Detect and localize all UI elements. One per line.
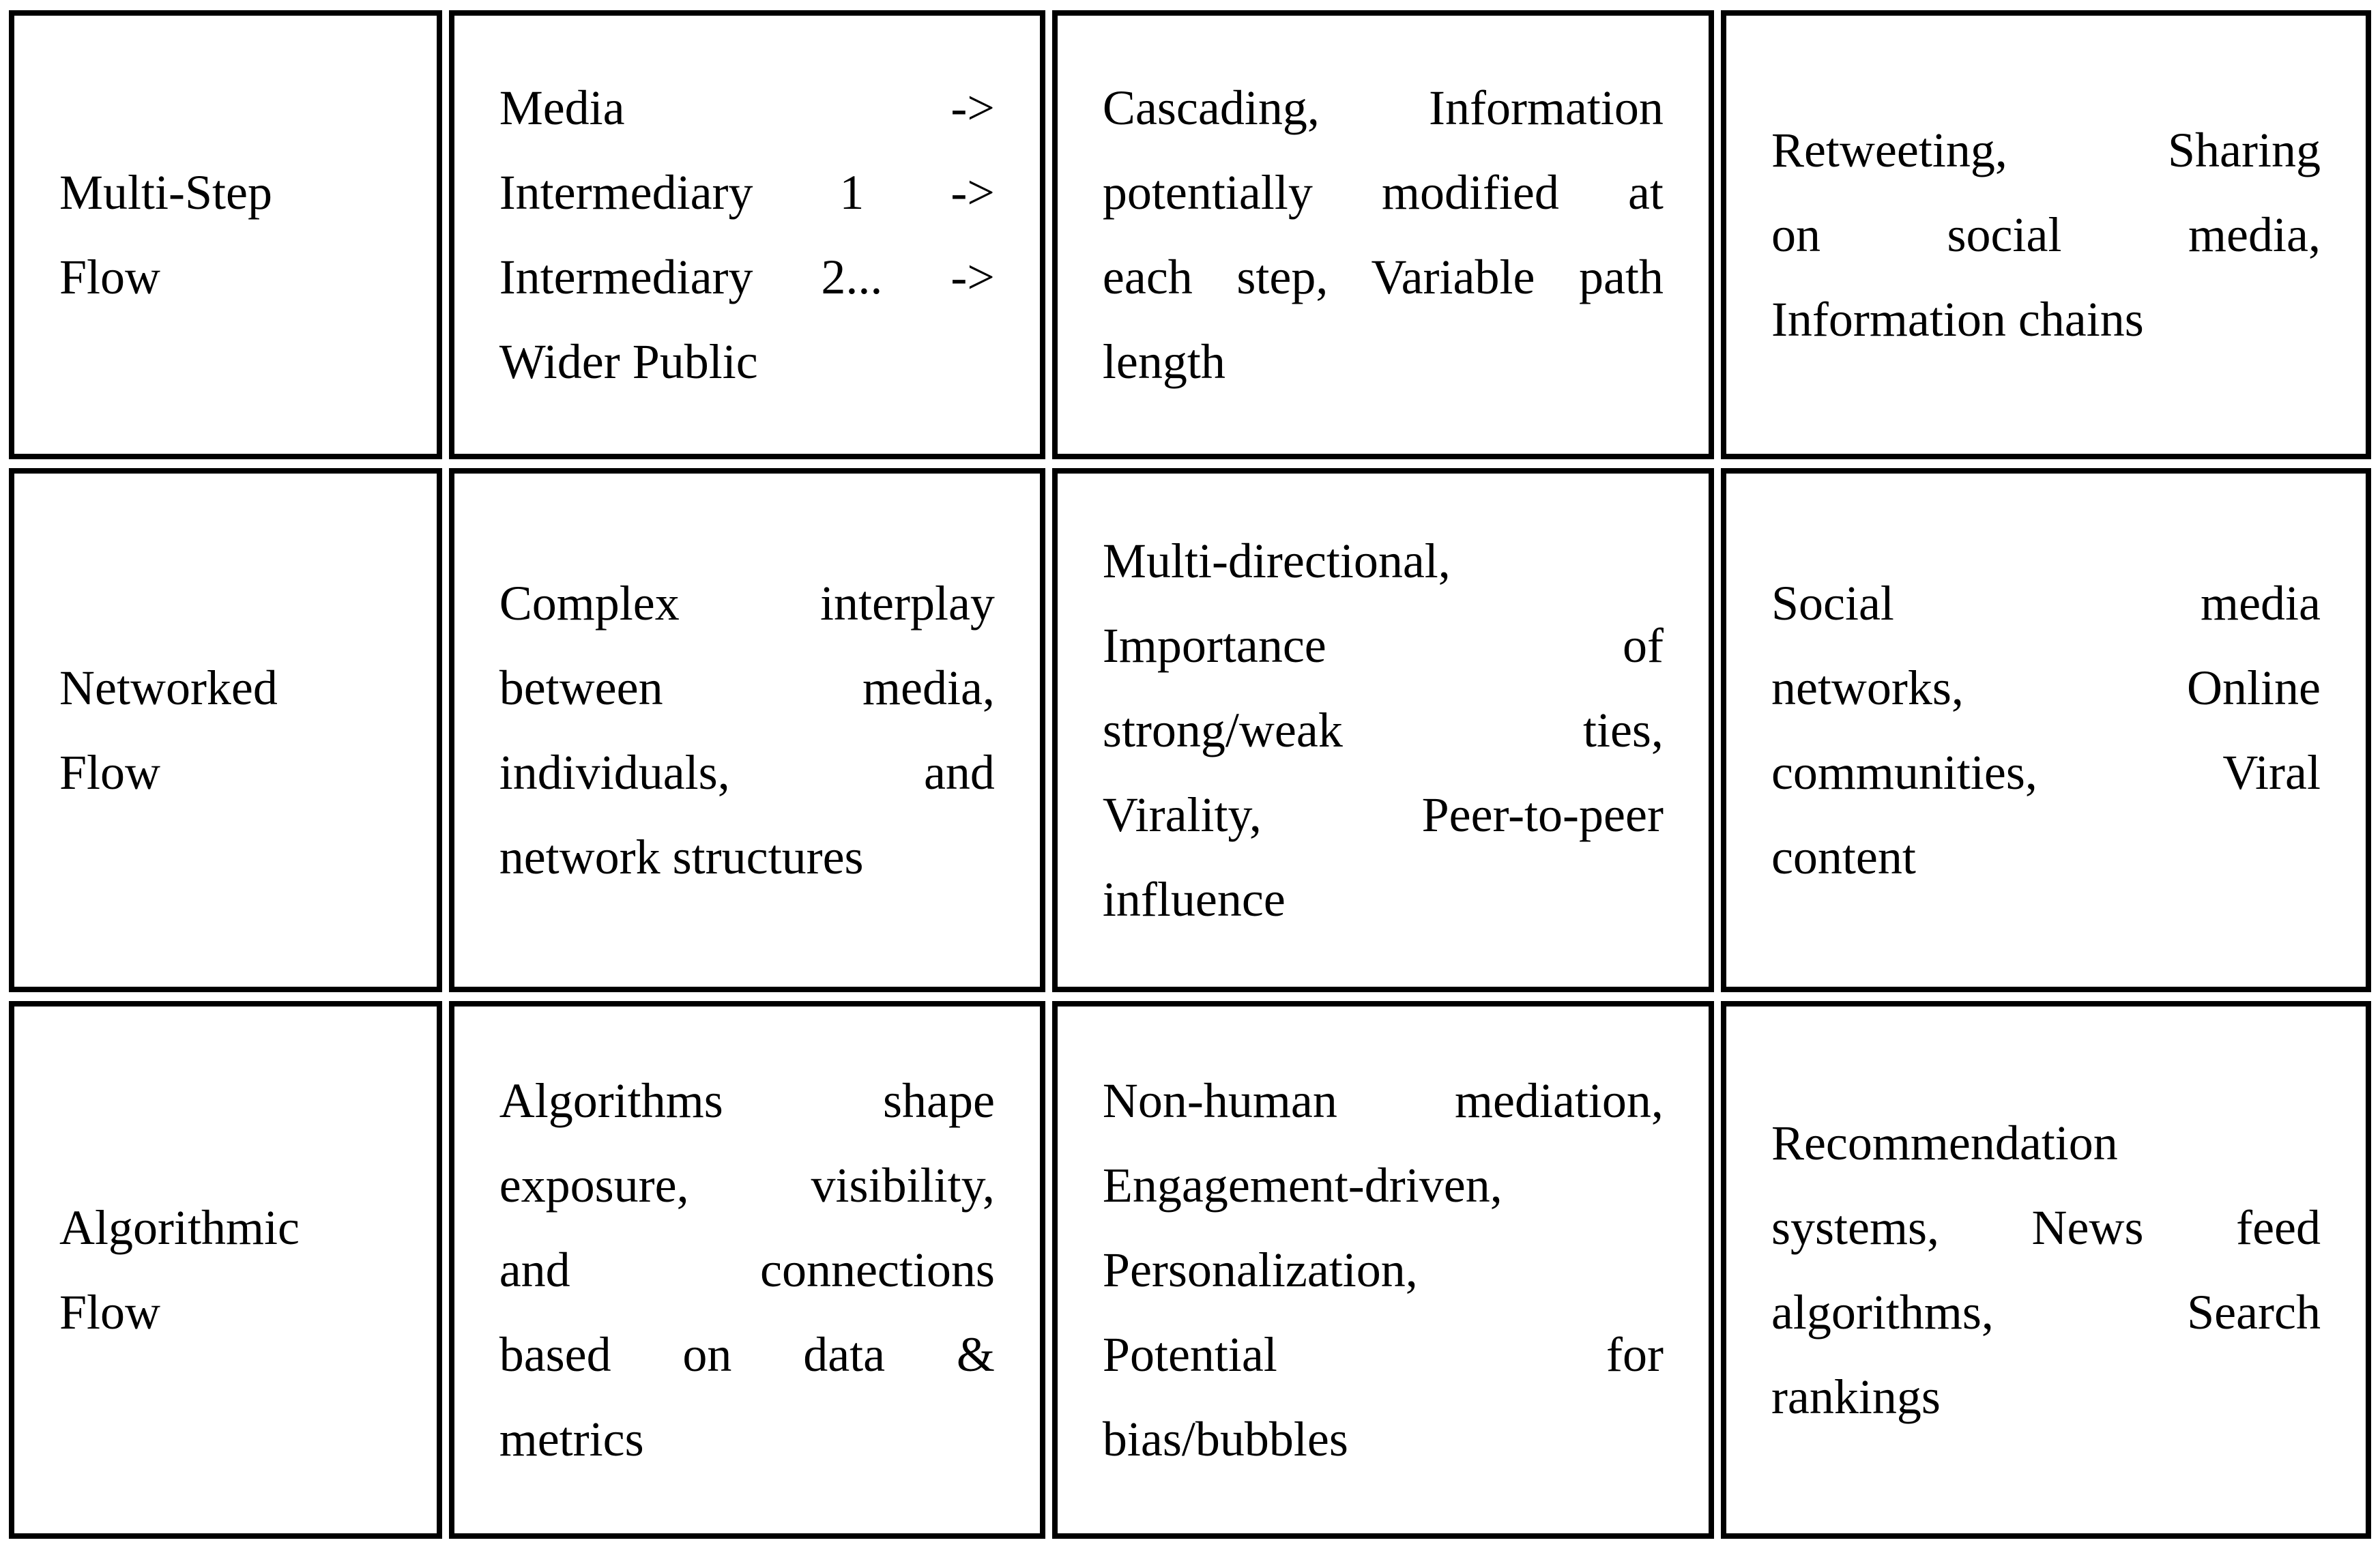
cell-text-line: Flow — [59, 249, 161, 304]
table-cell-r2-c1 — [9, 468, 442, 992]
cell-text-line: bias/bubbles — [1102, 1411, 1348, 1466]
cell-text-line: and connections — [499, 1242, 995, 1297]
cell-text-line: Flow — [59, 1284, 161, 1340]
table-cell-r1-c1 — [9, 10, 442, 459]
table-cell-r3-c4 — [1721, 1001, 2371, 1539]
cell-text-line: exposure, visibility, — [499, 1157, 995, 1213]
table-cell-r2-c4 — [1721, 468, 2371, 992]
cell-text-line: Virality, Peer-to-peer — [1102, 787, 1664, 842]
cell-text-line: Importance of — [1102, 618, 1664, 673]
cell-text-line: Potential for — [1102, 1327, 1664, 1382]
cell-text-line: between media, — [499, 660, 995, 715]
cell-text-line: communities, Viral — [1771, 744, 2321, 800]
cell-text-line: algorithms, Search — [1771, 1284, 2321, 1340]
table-cell-r2-c2 — [449, 468, 1045, 992]
cell-text-line: Media -> — [499, 80, 995, 135]
cell-text-line: on social media, — [1771, 207, 2321, 262]
cell-text-line: Non-human mediation, — [1102, 1073, 1664, 1128]
cell-text-line: Algorithms shape — [499, 1073, 995, 1128]
cell-text-line: Retweeting, Sharing — [1771, 122, 2321, 177]
table-cell-r3-c2 — [449, 1001, 1045, 1539]
cell-text-line: metrics — [499, 1411, 644, 1466]
cell-text-line: Intermediary 1 -> — [499, 164, 995, 220]
table-cell-r1-c3 — [1052, 10, 1714, 459]
cell-text-line: Cascading, Information — [1102, 80, 1664, 135]
cell-text-line: potentially modified at — [1102, 164, 1664, 220]
cell-text-line: Algorithmic — [59, 1200, 300, 1255]
cell-text-line: Intermediary 2... -> — [499, 249, 995, 304]
table-cell-r3-c3 — [1052, 1001, 1714, 1539]
cell-text-line: Networked — [59, 660, 278, 715]
cell-text-line: content — [1771, 829, 1916, 884]
cell-text-line: each step, Variable path — [1102, 249, 1664, 304]
cell-text-line: Wider Public — [499, 334, 758, 389]
table-cell-r1-c2 — [449, 10, 1045, 459]
table-cell-r2-c3 — [1052, 468, 1714, 992]
table-cell-r3-c1 — [9, 1001, 442, 1539]
cell-text-line: systems, News feed — [1771, 1200, 2321, 1255]
cell-text-line: Multi-directional, — [1102, 533, 1451, 588]
cell-text-line: strong/weak ties, — [1102, 702, 1664, 757]
table-cell-r1-c4 — [1721, 10, 2371, 459]
cell-text-line: based on data & — [499, 1327, 995, 1382]
flow-models-table — [9, 10, 2371, 1539]
cell-text-line: Engagement-driven, — [1102, 1157, 1503, 1213]
cell-text-line: network structures — [499, 829, 864, 884]
cell-text-line: Information chains — [1771, 291, 2144, 347]
cell-text-line: length — [1102, 334, 1225, 389]
cell-text-line: Recommendation — [1771, 1115, 2118, 1170]
cell-text-line: Personalization, — [1102, 1242, 1418, 1297]
cell-text-line: individuals, and — [499, 744, 995, 800]
cell-text-line: Complex interplay — [499, 575, 995, 631]
cell-text-line: networks, Online — [1771, 660, 2321, 715]
cell-text-line: Flow — [59, 744, 161, 800]
cell-text-line: rankings — [1771, 1369, 1941, 1424]
cell-text-line: Multi-Step — [59, 164, 273, 220]
cell-text-line: influence — [1102, 871, 1286, 927]
cell-text-line: Social media — [1771, 575, 2321, 631]
